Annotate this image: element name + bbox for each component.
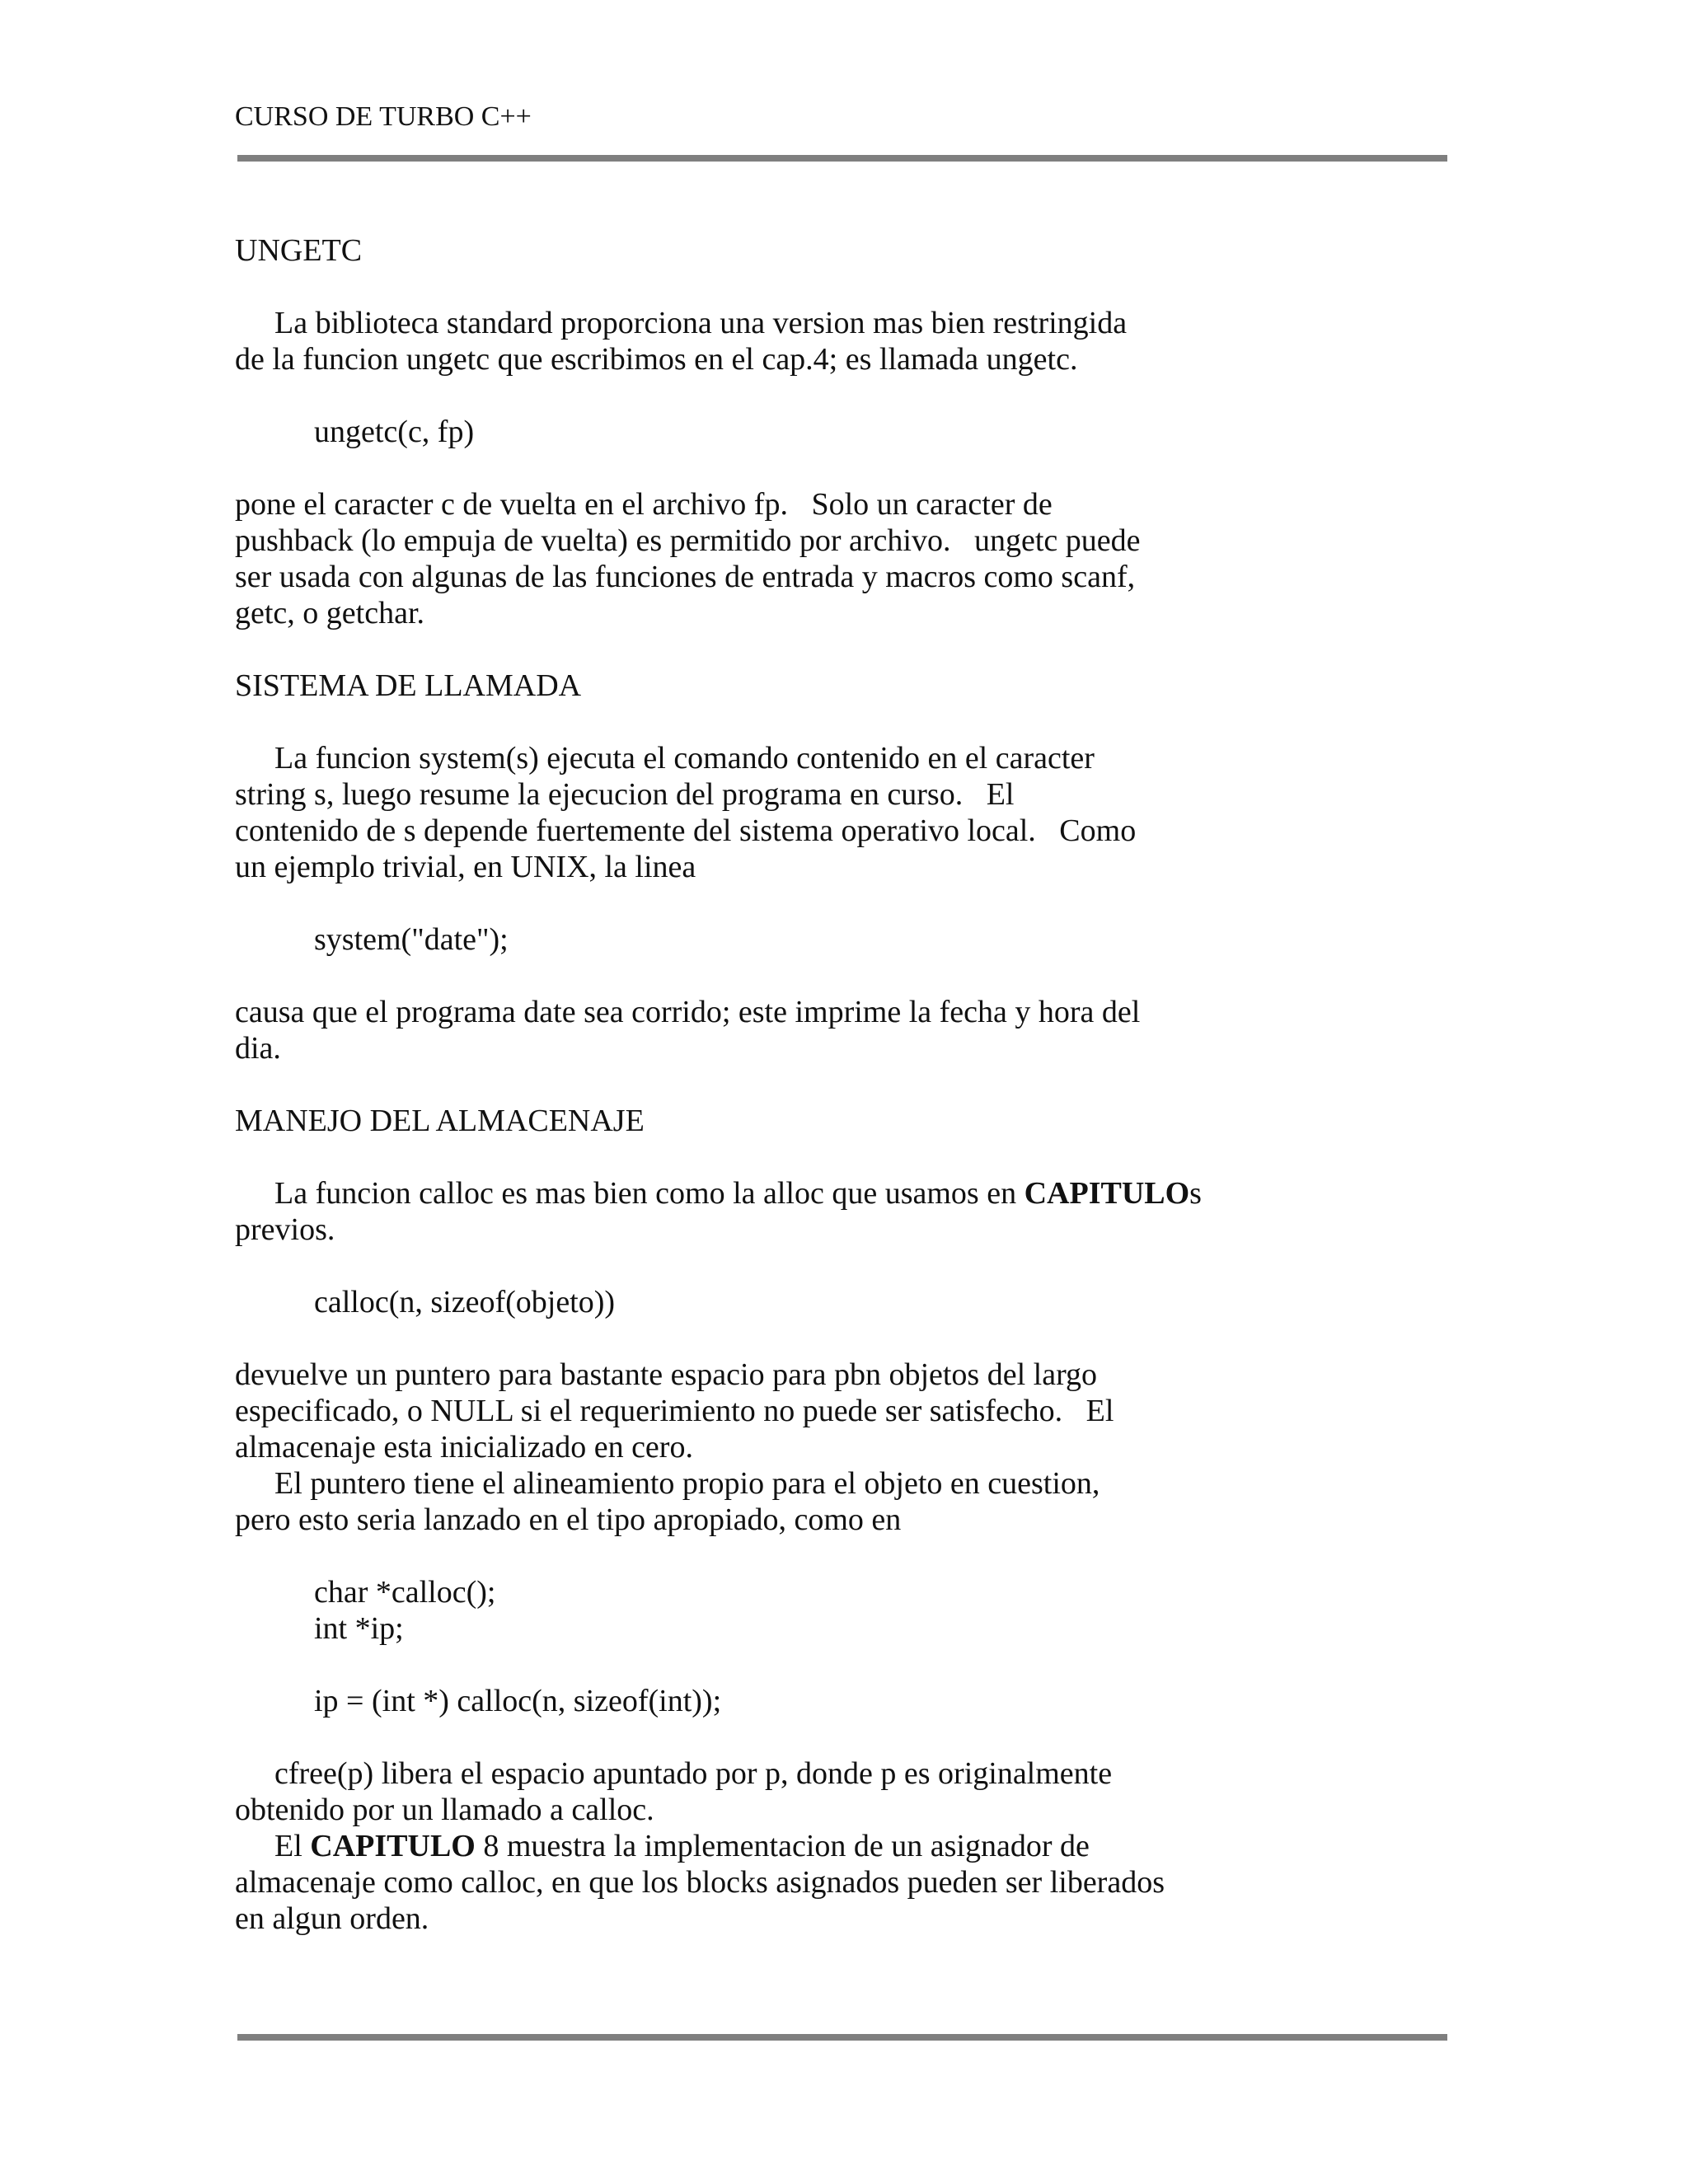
section-heading-manejo: MANEJO DEL ALMACENAJE [235, 1104, 645, 1138]
paragraph-line [235, 1828, 1521, 1864]
paragraph-line: string s, luego resume la ejecucion del programa en curso. El [235, 777, 1015, 812]
bold-term: CAPITULO [310, 1829, 476, 1863]
paragraph-line: obtenido por un llamado a calloc. [235, 1793, 654, 1827]
text-run: El [274, 1829, 311, 1863]
bold-term: CAPITULO [1024, 1176, 1190, 1211]
paragraph-line: pone el caracter c de vuelta en el archivo fp. Solo un caracter de [235, 487, 1053, 522]
paragraph-line: pero esto seria lanzado en el tipo apropiado, como en [235, 1502, 902, 1537]
section-heading-sistema: SISTEMA DE LLAMADA [235, 668, 582, 703]
paragraph-line: getc, o getchar. [235, 596, 425, 630]
paragraph-line [235, 1175, 1521, 1212]
running-header: CURSO DE TURBO C++ [235, 101, 532, 132]
text-run: 8 muestra la implementacion de un asignador de [475, 1829, 1090, 1863]
paragraph-line: La biblioteca standard proporciona una version mas bien restringida [274, 306, 1128, 340]
code-line: char *calloc(); [314, 1575, 496, 1610]
text-run: s [1189, 1176, 1202, 1211]
paragraph-line: un ejemplo trivial, en UNIX, la linea [235, 850, 696, 884]
paragraph-line: de la funcion ungetc que escribimos en el cap.4; es llamada ungetc. [235, 342, 1078, 377]
footer-rule [237, 2034, 1447, 2041]
code-line: ungetc(c, fp) [314, 415, 475, 449]
paragraph-line: almacenaje esta inicializado en cero. [235, 1430, 693, 1465]
paragraph-line: devuelve un puntero para bastante espacio para pbn objetos del largo [235, 1357, 1098, 1392]
code-line: ip = (int *) calloc(n, sizeof(int)); [314, 1684, 722, 1718]
paragraph-line: ser usada con algunas de las funciones de entrada y macros como scanf, [235, 560, 1136, 594]
paragraph-line: almacenaje como calloc, en que los blocks asignados pueden ser liberados [235, 1865, 1165, 1900]
paragraph-line: especificado, o NULL si el requerimiento no puede ser satisfecho. El [235, 1394, 1114, 1428]
paragraph-line: en algun orden. [235, 1901, 429, 1936]
code-line: calloc(n, sizeof(objeto)) [314, 1285, 616, 1319]
code-line: system("date"); [314, 922, 509, 957]
section-heading-ungetc: UNGETC [235, 233, 363, 268]
header-rule [237, 155, 1447, 162]
paragraph-line: dia. [235, 1031, 281, 1066]
text-run: La funcion calloc es mas bien como la alloc que usamos en [274, 1176, 1025, 1211]
paragraph-line: La funcion system(s) ejecuta el comando contenido en el caracter [274, 741, 1095, 776]
paragraph-line: causa que el programa date sea corrido; este imprime la fecha y hora del [235, 995, 1141, 1029]
paragraph-line: contenido de s depende fuertemente del sistema operativo local. Como [235, 813, 1137, 848]
paragraph-line: El puntero tiene el alineamiento propio para el objeto en cuestion, [274, 1466, 1100, 1501]
code-line: int *ip; [314, 1611, 404, 1646]
paragraph-line: pushback (lo empuja de vuelta) es permitido por archivo. ungetc puede [235, 523, 1141, 558]
paragraph-line: previos. [235, 1212, 335, 1247]
page-body [235, 232, 1521, 1937]
paragraph-line: cfree(p) libera el espacio apuntado por p, donde p es originalmente [274, 1756, 1113, 1791]
